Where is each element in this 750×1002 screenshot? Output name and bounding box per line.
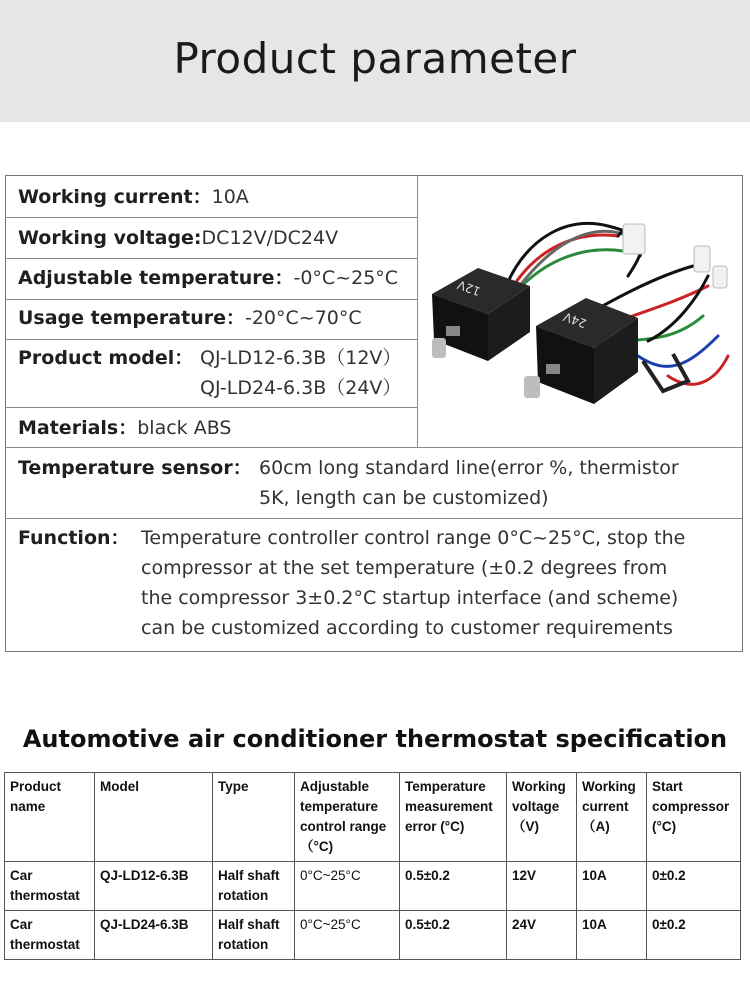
cell-error: 0.5±0.2 bbox=[400, 911, 507, 960]
cell-range: 0°C~25°C bbox=[295, 911, 400, 960]
usage-temperature-row: Usage temperature：-20°C~70°C bbox=[18, 307, 362, 329]
header-model: Model bbox=[95, 773, 213, 862]
cell-range: 0°C~25°C bbox=[295, 862, 400, 911]
materials-row: Materials：black ABS bbox=[18, 417, 232, 439]
parameter-table bbox=[5, 175, 743, 652]
table-row bbox=[5, 911, 741, 960]
header-current: Working current （A) bbox=[577, 773, 647, 862]
header-error: Temperature measurement error (°C) bbox=[400, 773, 507, 862]
working-current-row: Working current：10A bbox=[18, 186, 249, 208]
cell-start: 0±0.2 bbox=[647, 911, 741, 960]
connector-plug bbox=[694, 246, 710, 272]
thermostat-box-24v bbox=[524, 298, 638, 404]
cell-model: QJ-LD12-6.3B bbox=[95, 862, 213, 911]
connector-plug bbox=[713, 266, 727, 288]
cell-voltage: 24V bbox=[507, 911, 577, 960]
row-divider bbox=[6, 518, 742, 519]
page-title: Product parameter bbox=[173, 34, 577, 83]
spec-header-row bbox=[5, 773, 741, 862]
product-model-row: Product model： QJ-LD12-6.3B（12V） QJ-LD24-6.3B（24V） bbox=[18, 347, 402, 399]
svg-text:24V: 24V bbox=[561, 309, 589, 331]
mounting-bracket bbox=[643, 354, 688, 391]
cell-type: Half shaft rotation bbox=[213, 862, 295, 911]
row-divider bbox=[6, 447, 742, 448]
row-divider bbox=[6, 407, 418, 408]
cell-name: Car thermostat bbox=[5, 862, 95, 911]
spec-title: Automotive air conditioner thermostat specification bbox=[22, 725, 728, 753]
row-divider bbox=[6, 258, 418, 259]
row-divider bbox=[6, 217, 418, 218]
row-divider bbox=[6, 339, 418, 340]
header-start: Start compressor (°C) bbox=[647, 773, 741, 862]
connector-plug bbox=[623, 224, 645, 254]
cell-name: Car thermostat bbox=[5, 911, 95, 960]
temperature-sensor-row: Temperature sensor： 60cm long standard line(error %, thermistor 5K, length can be customized) bbox=[18, 457, 679, 509]
header-product-name: Product name bbox=[5, 773, 95, 862]
cell-current: 10A bbox=[577, 862, 647, 911]
header-voltage: Working voltage （V) bbox=[507, 773, 577, 862]
cell-error: 0.5±0.2 bbox=[400, 862, 507, 911]
table-row bbox=[5, 862, 741, 911]
header-type: Type bbox=[213, 773, 295, 862]
working-voltage-row: Working voltage:DC12V/DC24V bbox=[18, 227, 339, 249]
cell-start: 0±0.2 bbox=[647, 862, 741, 911]
header-banner bbox=[0, 0, 750, 122]
function-row: Function： Temperature controller control range 0°C~25°C, stop the compressor at the set temperature (±0.2 degrees from the compressor 3±0.2°C startup interface (and scheme) can be customized according to customer requirements bbox=[18, 527, 686, 639]
cell-model: QJ-LD24-6.3B bbox=[95, 911, 213, 960]
cell-current: 10A bbox=[577, 911, 647, 960]
row-divider bbox=[6, 299, 418, 300]
spec-table bbox=[4, 772, 741, 960]
adjustable-temperature-row: Adjustable temperature：-0°C~25°C bbox=[18, 267, 399, 289]
thermostat-product-photo bbox=[418, 176, 742, 447]
header-range: Adjustable temperature control range （°C) bbox=[295, 773, 400, 862]
cell-voltage: 12V bbox=[507, 862, 577, 911]
svg-text:12V: 12V bbox=[455, 277, 483, 299]
cell-type: Half shaft rotation bbox=[213, 911, 295, 960]
thermostat-box-12v bbox=[432, 268, 530, 361]
